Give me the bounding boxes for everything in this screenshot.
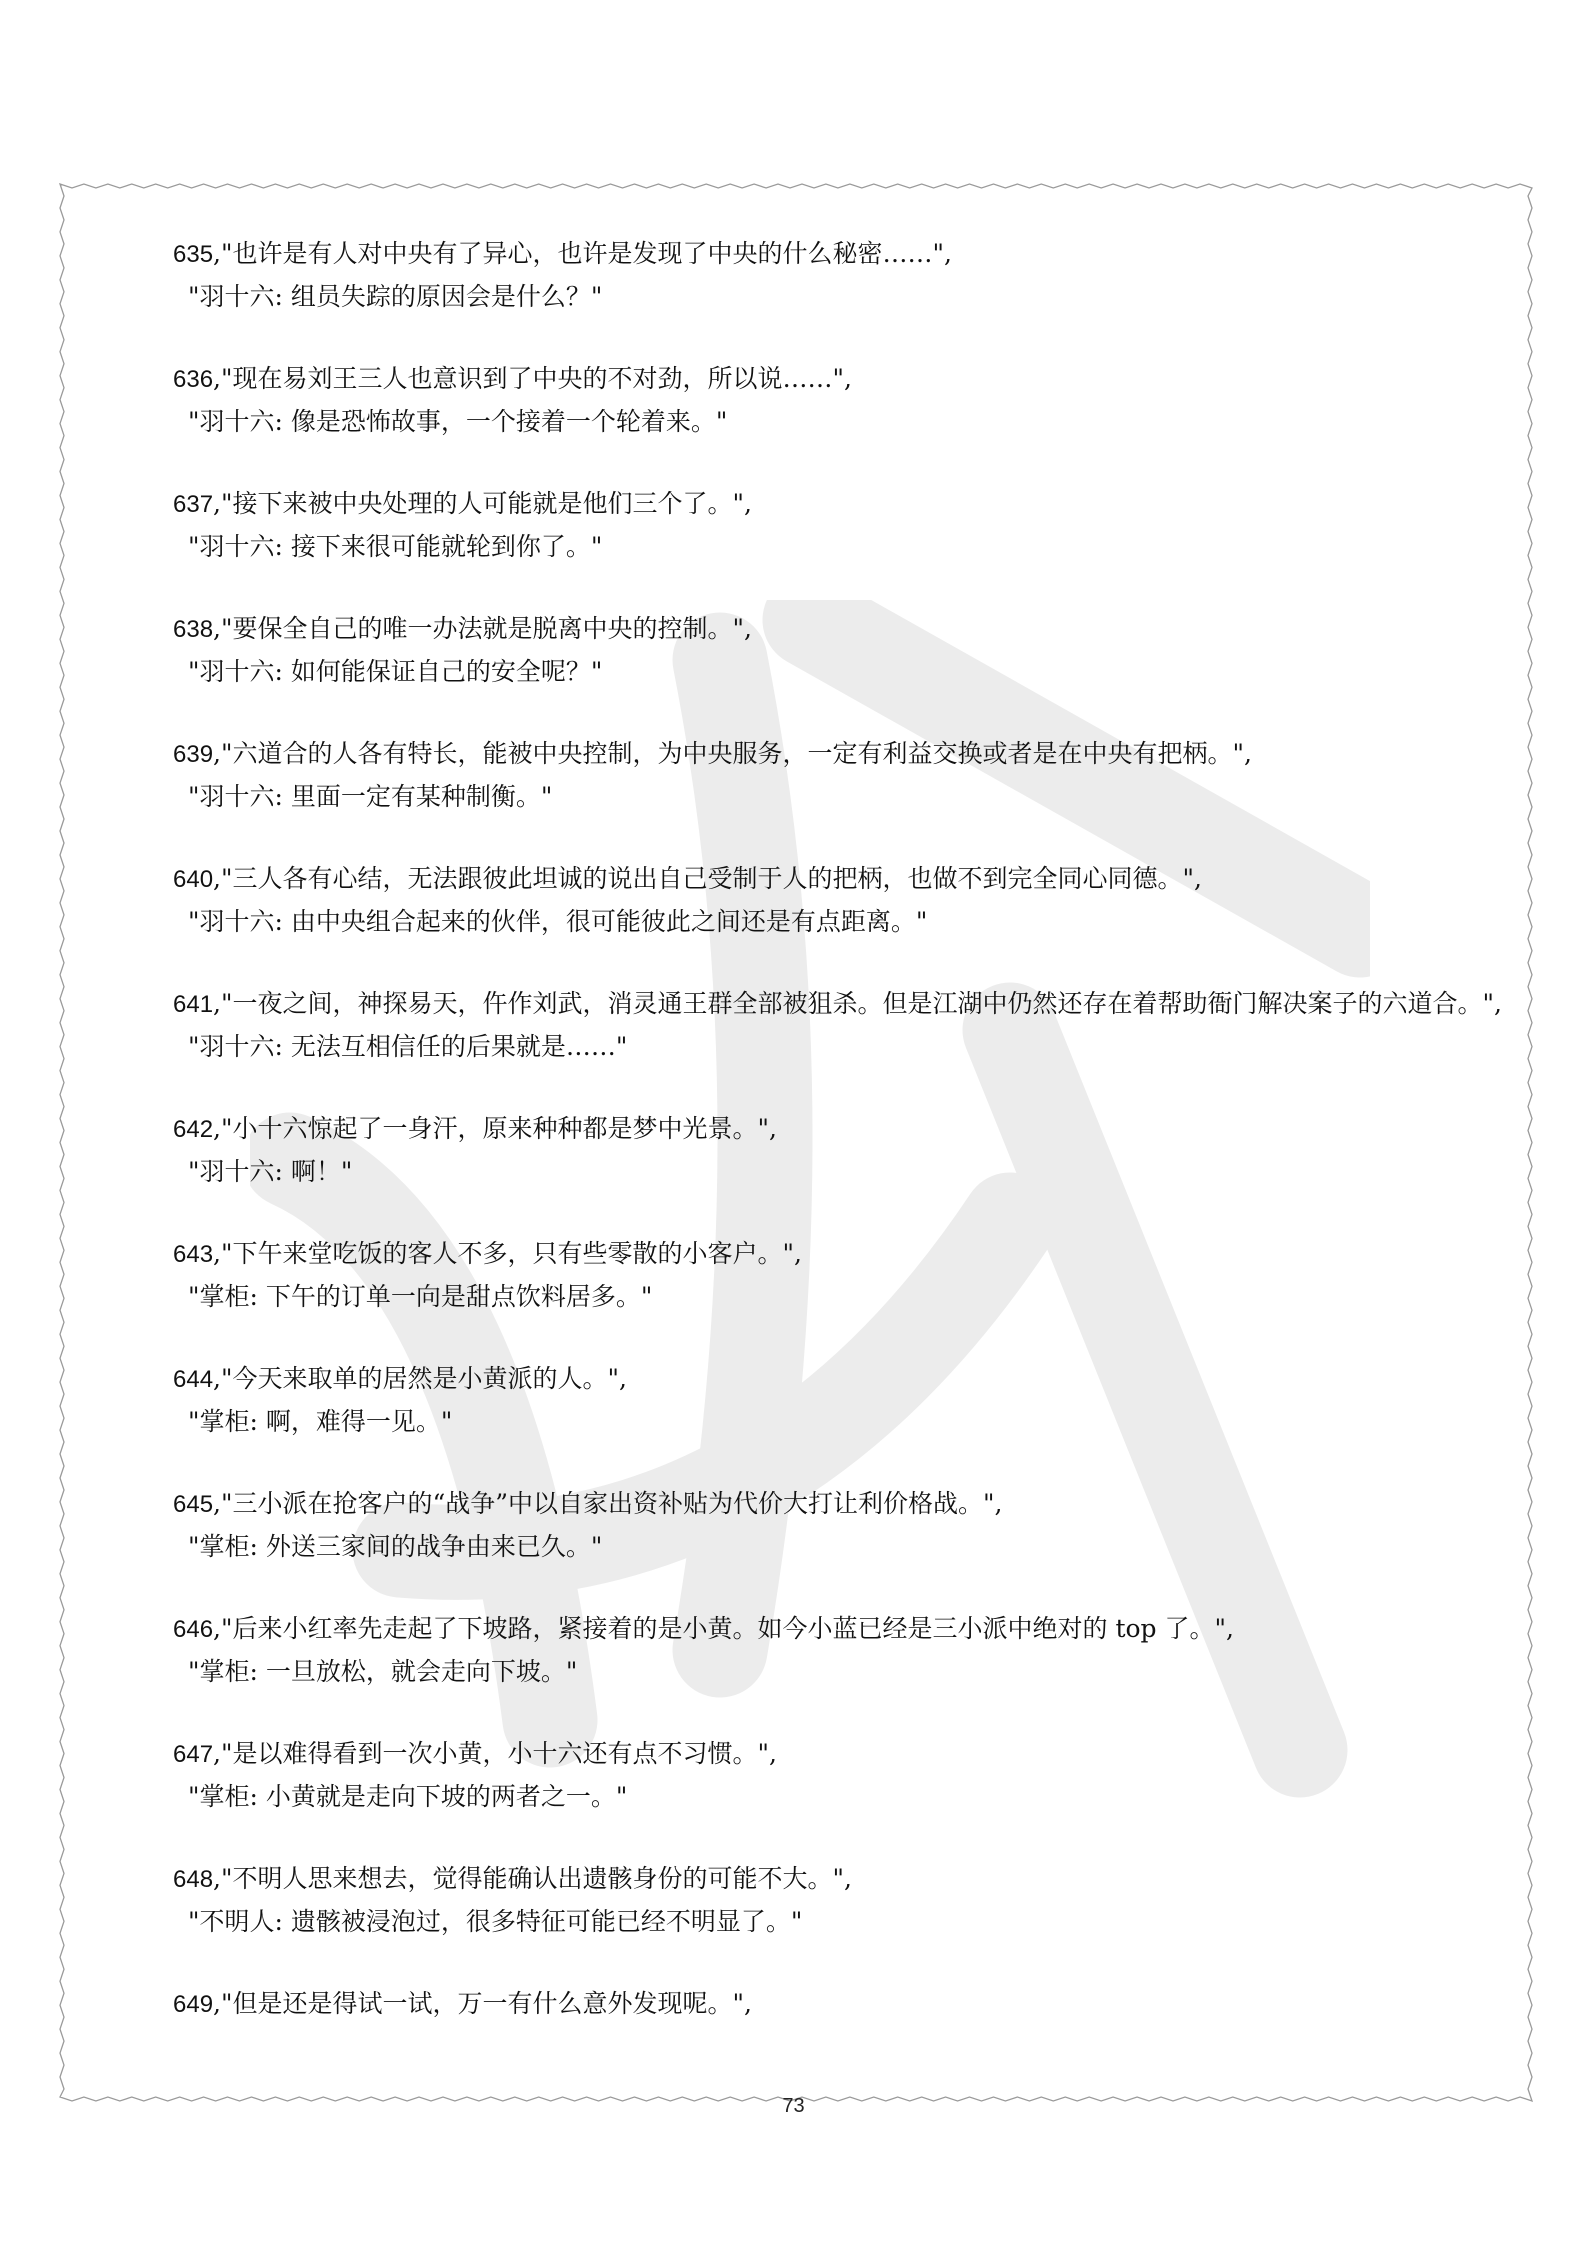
entry-narration-line (78, 1733, 1518, 1776)
entry-narration-text: ,"不明人思来想去，觉得能确认出遗骸身份的可能不大。", (213, 1864, 852, 1893)
entry-speaker-quote: "掌柜: 外送三家间的战争由来已久。" (188, 1532, 603, 1561)
entry-number: 648 (173, 1866, 214, 1893)
dialogue-entry (78, 1233, 1518, 1318)
entry-narration-text: ,"接下来被中央处理的人可能就是他们三个了。", (213, 489, 752, 518)
entry-speaker-quote: "不明人: 遗骸被浸泡过，很多特征可能已经不明显了。" (188, 1907, 803, 1936)
dialogue-entry (78, 1733, 1518, 1818)
entry-speaker-quote: "掌柜: 下午的订单一向是甜点饮料居多。" (188, 1282, 653, 1311)
entry-narration-text: ,"下午来堂吃饭的客人不多，只有些零散的小客户。", (213, 1239, 802, 1268)
entry-narration-line (78, 608, 1518, 651)
entry-narration-line (78, 1358, 1518, 1401)
entry-narration-line (78, 1108, 1518, 1151)
entry-number: 640 (173, 866, 214, 893)
entry-narration-text: ,"三人各有心结，无法跟彼此坦诚的说出自己受制于人的把柄，也做不到完全同心同德。", (213, 864, 1202, 893)
dialogue-entry (78, 233, 1518, 318)
entry-narration-text: ,"但是还是得试一试，万一有什么意外发现呢。", (213, 1989, 752, 2018)
page-number: 73 (782, 2095, 805, 2117)
entry-narration-line (78, 233, 1518, 276)
entry-narration-text: ,"六道合的人各有特长，能被中央控制，为中央服务，一定有利益交换或者是在中央有把柄。", (213, 739, 1252, 768)
entry-narration-line (78, 358, 1518, 401)
dialogue-entry (78, 1358, 1518, 1443)
entry-speaker-quote: "掌柜: 啊，难得一见。" (188, 1407, 453, 1436)
entry-number: 649 (173, 1991, 214, 2018)
entry-narration-text: ,"一夜之间，神探易天，仵作刘武，消灵通王群全部被狙杀。但是江湖中仍然还存在着帮助衙门解决案子的六道合。", (213, 989, 1502, 1018)
entry-narration-line (78, 983, 1518, 1026)
entry-speaker-quote: "羽十六: 无法互相信任的后果就是……" (188, 1032, 628, 1061)
entry-narration-line (78, 858, 1518, 901)
entry-narration-text: ,"小十六惊起了一身汗，原来种种都是梦中光景。", (213, 1114, 777, 1143)
entry-number: 639 (173, 741, 214, 768)
entry-narration-line (78, 1858, 1518, 1901)
entry-narration-text: ,"三小派在抢客户的“战争”中以自家出资补贴为代价大打让利价格战。", (213, 1489, 1003, 1518)
entry-narration-line (78, 1983, 1518, 2026)
document-body (78, 233, 1518, 2066)
entry-number: 645 (173, 1491, 214, 1518)
dialogue-entry (78, 483, 1518, 568)
dialogue-entry (78, 1858, 1518, 1943)
entry-narration-line (78, 733, 1518, 776)
entry-narration-text: ,"后来小红率先走起了下坡路，紧接着的是小黄。如今小蓝已经是三小派中绝对的 top 了。", (213, 1614, 1234, 1643)
dialogue-entry (78, 1108, 1518, 1193)
entry-number: 637 (173, 491, 214, 518)
entry-narration-text: ,"现在易刘王三人也意识到了中央的不对劲，所以说……", (213, 364, 852, 393)
entry-number: 644 (173, 1366, 214, 1393)
entry-number: 643 (173, 1241, 214, 1268)
entry-number: 647 (173, 1741, 214, 1768)
entry-number: 635 (173, 241, 214, 268)
entry-number: 638 (173, 616, 214, 643)
entry-narration-text: ,"要保全自己的唯一办法就是脱离中央的控制。", (213, 614, 752, 643)
entry-speaker-quote: "掌柜: 小黄就是走向下坡的两者之一。" (188, 1782, 628, 1811)
entry-speaker-quote: "羽十六: 由中央组合起来的伙伴，很可能彼此之间还是有点距离。" (188, 907, 928, 936)
dialogue-entry (78, 608, 1518, 693)
entry-narration-line (78, 1483, 1518, 1526)
entry-narration-text: ,"今天来取单的居然是小黄派的人。", (213, 1364, 627, 1393)
entry-narration-text: ,"也许是有人对中央有了异心，也许是发现了中央的什么秘密……", (213, 239, 952, 268)
dialogue-entry (78, 1483, 1518, 1568)
dialogue-entry (78, 733, 1518, 818)
entry-narration-line (78, 1233, 1518, 1276)
entry-number: 636 (173, 366, 214, 393)
entry-speaker-quote: "羽十六: 组员失踪的原因会是什么？" (188, 282, 603, 311)
entry-speaker-quote: "羽十六: 啊！" (188, 1157, 353, 1186)
entry-speaker-quote: "羽十六: 接下来很可能就轮到你了。" (188, 532, 603, 561)
entry-number: 646 (173, 1616, 214, 1643)
entry-narration-line (78, 1608, 1518, 1651)
entry-speaker-quote: "羽十六: 里面一定有某种制衡。" (188, 782, 553, 811)
entry-speaker-quote: "羽十六: 如何能保证自己的安全呢？" (188, 657, 603, 686)
entry-narration-line (78, 483, 1518, 526)
dialogue-entry (78, 983, 1518, 1068)
dialogue-entry (78, 1608, 1518, 1693)
dialogue-entry (78, 1983, 1518, 2026)
dialogue-entry (78, 858, 1518, 943)
dialogue-entry (78, 358, 1518, 443)
entry-speaker-quote: "羽十六: 像是恐怖故事，一个接着一个轮着来。" (188, 407, 728, 436)
entry-number: 642 (173, 1116, 214, 1143)
entry-narration-text: ,"是以难得看到一次小黄，小十六还有点不习惯。", (213, 1739, 777, 1768)
entry-speaker-quote: "掌柜: 一旦放松，就会走向下坡。" (188, 1657, 578, 1686)
entry-number: 641 (173, 991, 214, 1018)
